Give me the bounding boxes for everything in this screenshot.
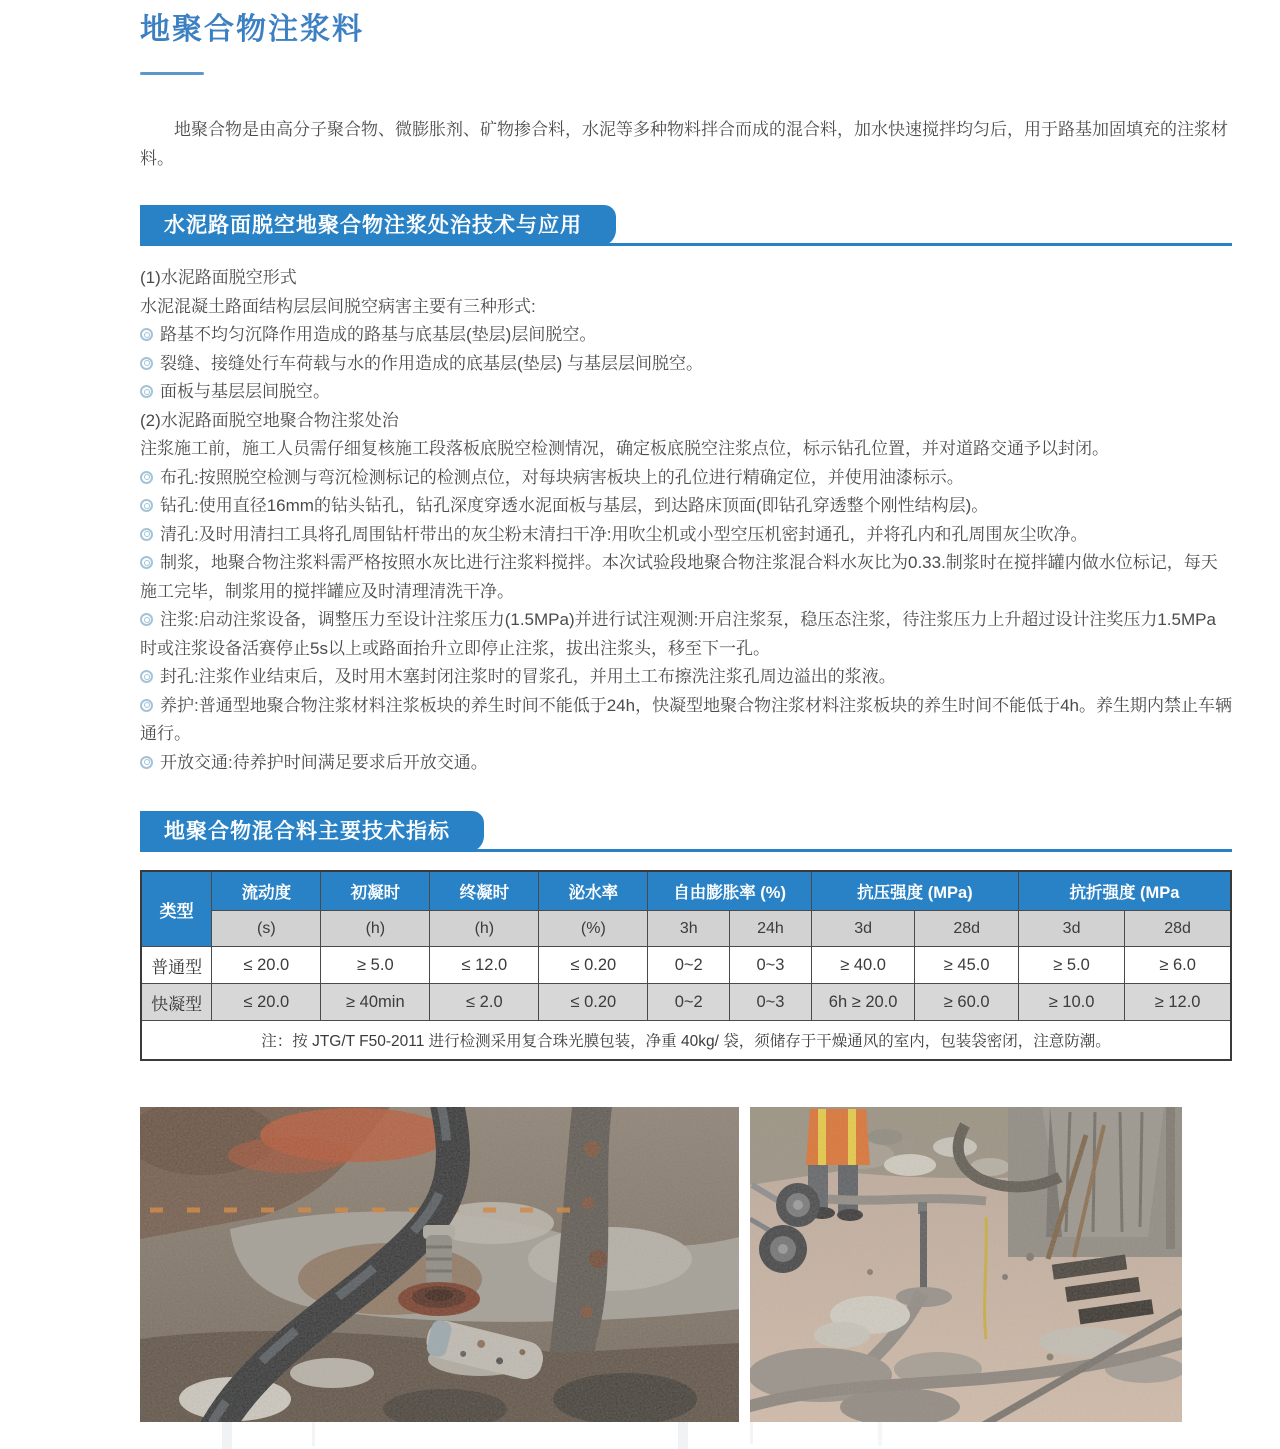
spec-value: 0~2 <box>648 947 730 984</box>
bullet-line: 封孔:注浆作业结束后，及时用木塞封闭注浆时的冒浆孔，并用土工布擦洗注浆孔周边溢出的浆液。 <box>140 663 1232 692</box>
spec-table <box>140 870 1232 1061</box>
bullet-line: 路基不均匀沉降作用造成的路基与底基层(垫层)层间脱空。 <box>140 321 1232 350</box>
text-line: (2)水泥路面脱空地聚合物注浆处治 <box>140 410 399 430</box>
unit-header: 3h <box>648 911 730 947</box>
bullet-line: 养护:普通型地聚合物注浆材料注浆板块的养生时间不能低于24h，快凝型地聚合物注浆材料注浆板块的养生时间不能低于4h。养生期内禁止车辆通行。 <box>140 695 1232 743</box>
spec-value: ≥ 12.0 <box>1125 984 1231 1021</box>
column-header: 初凝时 <box>321 871 430 911</box>
section1-body <box>140 264 1232 777</box>
spec-value: ≥ 60.0 <box>915 984 1019 1021</box>
bullet-line: 钻孔:使用直径16mm的钻头钻孔，钻孔深度穿透水泥面板与基层，到达路床顶面(即钻孔穿透整个刚性结构层)。 <box>140 492 1232 521</box>
spec-value: ≥ 40min <box>321 984 430 1021</box>
text-line: (1)水泥路面脱空形式 <box>140 268 297 287</box>
spec-value: ≤ 12.0 <box>430 947 539 984</box>
unit-header: (h) <box>430 911 539 947</box>
section2-banner: 地聚合物混合料主要技术指标 <box>140 811 484 852</box>
spec-value: 6h ≥ 20.0 <box>811 984 915 1021</box>
ring-bullet-icon <box>140 528 153 541</box>
unit-header: (s) <box>212 911 321 947</box>
column-header: 自由膨胀率 (%) <box>648 871 812 911</box>
ring-bullet-icon <box>140 499 153 512</box>
bullet-line: 注浆:启动注浆设备，调整压力至设计注浆压力(1.5MPa)并进行试注观测:开启注浆泵，稳压态注浆，待注浆压力上升超过设计注奖压力1.5MPa时或注浆设备活赛停止5s以上或路面抬升立即停止注浆，拔出注浆头，移至下一孔。 <box>140 610 1216 658</box>
unit-header: 3d <box>811 911 915 947</box>
grouting-hose-at-injection-hole-photo <box>140 1107 739 1422</box>
column-header: 抗压强度 (MPa) <box>811 871 1018 911</box>
ring-bullet-icon <box>140 471 153 484</box>
scan-artifact <box>750 1422 753 1444</box>
spec-value: ≥ 5.0 <box>1018 947 1124 984</box>
ring-bullet-icon <box>140 556 153 569</box>
page-title: 地聚合物注浆料 <box>140 13 364 46</box>
unit-header: (h) <box>321 911 430 947</box>
table-row <box>141 947 1231 984</box>
spec-value: ≤ 2.0 <box>430 984 539 1021</box>
column-header: 终凝时 <box>430 871 539 911</box>
scan-artifact <box>878 1422 882 1446</box>
column-header: 流动度 <box>212 871 321 911</box>
spec-value: 0~3 <box>730 984 812 1021</box>
spec-value: ≥ 6.0 <box>1125 947 1231 984</box>
ring-bullet-icon <box>140 613 153 626</box>
bullet-line: 制浆，地聚合物注浆料需严格按照水灰比进行注浆料搅拌。本次试验段地聚合物注浆混合料水灰比为0.33.制浆时在搅拌罐内做水位标记，每天施工完毕，制浆用的搅拌罐应及时清理清洗干净。 <box>140 553 1218 601</box>
title-underline <box>140 72 204 75</box>
bullet-line: 裂缝、接缝处行车荷载与水的作用造成的底基层(垫层) 与基层层间脱空。 <box>140 350 1232 379</box>
unit-header: 3d <box>1018 911 1124 947</box>
text-line: 水泥混凝土路面结构层层间脱空病害主要有三种形式: <box>140 296 536 316</box>
column-header: 类型 <box>141 871 212 947</box>
bullet-line: 面板与基层层间脱空。 <box>140 378 1232 407</box>
unit-header: 28d <box>1125 911 1231 947</box>
section2-banner-row <box>140 811 1232 852</box>
table-row <box>141 984 1231 1021</box>
ring-bullet-icon <box>140 670 153 683</box>
ring-bullet-icon <box>140 328 153 341</box>
scan-artifact <box>312 1422 315 1446</box>
construction-site-grouting-photo <box>750 1107 1182 1422</box>
row-type-label: 普通型 <box>141 947 212 984</box>
bullet-line: 布孔:按照脱空检测与弯沉检测标记的检测点位，对每块病害板块上的孔位进行精确定位，并使用油漆标示。 <box>140 464 1232 493</box>
spec-value: 0~3 <box>730 947 812 984</box>
section1-banner: 水泥路面脱空地聚合物注浆处治技术与应用 <box>140 205 616 246</box>
document-page <box>140 0 1232 1422</box>
spec-value: ≥ 40.0 <box>811 947 915 984</box>
column-header: 抗折强度 (MPa <box>1018 871 1231 911</box>
photo-row <box>140 1107 1232 1422</box>
spec-value: ≥ 10.0 <box>1018 984 1124 1021</box>
bullet-line: 清孔:及时用清扫工具将孔周围钻杆带出的灰尘粉末清扫干净:用吹尘机或小型空压机密封通孔，并将孔内和孔周围灰尘吹净。 <box>140 521 1232 550</box>
spec-value: ≤ 0.20 <box>539 984 648 1021</box>
ring-bullet-icon <box>140 699 153 712</box>
ring-bullet-icon <box>140 756 153 769</box>
column-header: 泌水率 <box>539 871 648 911</box>
section1-banner-row <box>140 205 1232 246</box>
spec-value: ≤ 20.0 <box>212 947 321 984</box>
spec-value: ≤ 20.0 <box>212 984 321 1021</box>
spec-value: 0~2 <box>648 984 730 1021</box>
scan-artifacts <box>0 1422 1280 1449</box>
ring-bullet-icon <box>140 357 153 370</box>
spec-value: ≥ 5.0 <box>321 947 430 984</box>
unit-header: 24h <box>730 911 812 947</box>
unit-header: 28d <box>915 911 1019 947</box>
unit-header: (%) <box>539 911 648 947</box>
scan-artifact <box>678 1422 688 1449</box>
spec-value: ≤ 0.20 <box>539 947 648 984</box>
ring-bullet-icon <box>140 385 153 398</box>
intro-paragraph: 地聚合物是由高分子聚合物、微膨胀剂、矿物掺合料，水泥等多种物料拌合而成的混合料，加水快速搅拌均匀后，用于路基加固填充的注浆材料。 <box>140 120 1228 168</box>
row-type-label: 快凝型 <box>141 984 212 1021</box>
table-note: 注：按 JTG/T F50-2011 进行检测采用复合珠光膜包装，净重 40kg/ 袋，须储存于干燥通风的室内，包装袋密闭，注意防潮。 <box>141 1021 1231 1061</box>
bullet-line: 开放交通:待养护时间满足要求后开放交通。 <box>140 749 1232 778</box>
text-line: 注浆施工前，施工人员需仔细复核施工段落板底脱空检测情况，确定板底脱空注浆点位，标示钻孔位置，并对道路交通予以封闭。 <box>140 439 1109 458</box>
scan-artifact <box>222 1422 232 1449</box>
spec-value: ≥ 45.0 <box>915 947 1019 984</box>
